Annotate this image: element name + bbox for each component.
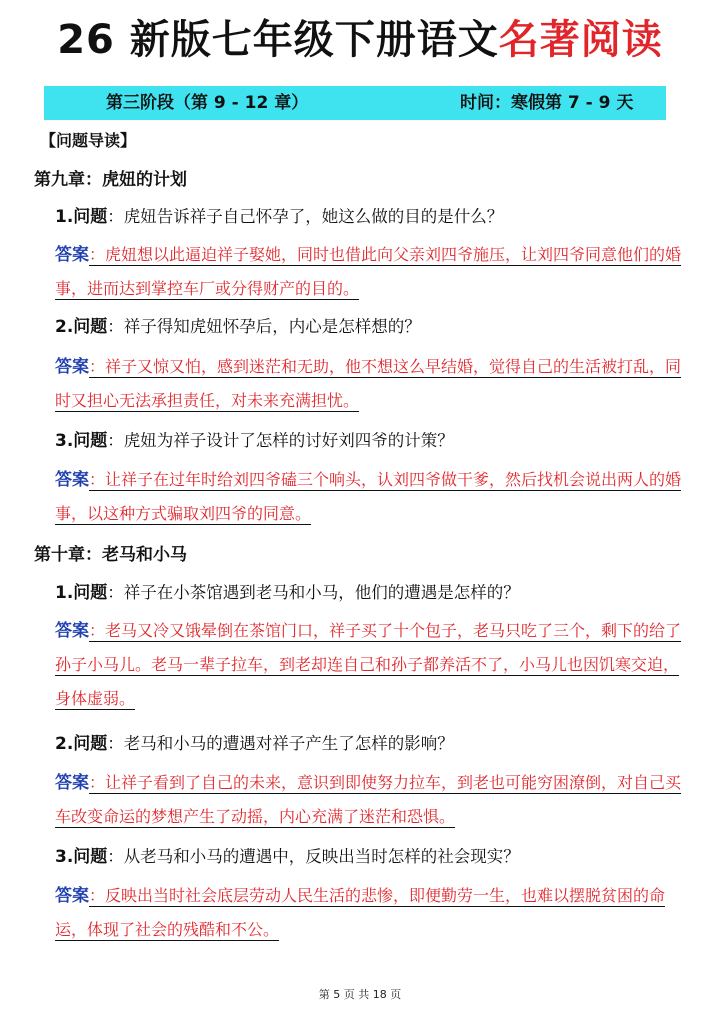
question-number: 1.问题 xyxy=(55,207,108,227)
question-text: ：虎妞为祥子设计了怎样的讨好刘四爷的计策？ xyxy=(107,431,454,450)
question xyxy=(55,579,695,607)
answer xyxy=(55,879,687,947)
answer-text: ：祥子又惊又怕，感到迷茫和无助，他不想这么早结婚，觉得自己的生活被打乱，同时又担心无法承担责任，对未来充满担忧。 xyxy=(55,357,682,410)
question-number: 2.问题 xyxy=(55,734,108,754)
question xyxy=(55,427,695,455)
answer xyxy=(55,463,687,531)
question-text: ：虎妞告诉祥子自己怀孕了，她这么做的目的是什么？ xyxy=(107,207,504,226)
answer-label: 答案 xyxy=(55,470,89,490)
page-title xyxy=(0,12,720,68)
answer xyxy=(55,238,687,306)
answer-text: ：反映出当时社会底层劳动人民生活的悲惨，即便勤劳一生，也难以摆脱贫困的命运，体现了社会的残酷和不公。 xyxy=(55,886,666,939)
answer-label: 答案 xyxy=(55,773,89,793)
answer-label: 答案 xyxy=(55,245,89,265)
question xyxy=(55,843,695,871)
question-text: ：老马和小马的遭遇对祥子产生了怎样的影响？ xyxy=(107,734,454,753)
question xyxy=(55,203,695,231)
answer-text: ：虎妞想以此逼迫祥子娶她，同时也借此向父亲刘四爷施压，让刘四爷同意他们的婚事，进而达到掌控车厂或分得财产的目的。 xyxy=(55,245,682,298)
title-prefix: 26 新版七年级下册语文 xyxy=(57,17,499,63)
stage-banner xyxy=(44,86,666,120)
question-text: ：祥子得知虎妞怀孕后，内心是怎样想的？ xyxy=(107,317,421,336)
question xyxy=(55,730,695,758)
answer-label: 答案 xyxy=(55,357,89,377)
question-text: ：从老马和小马的遭遇中，反映出当时怎样的社会现实？ xyxy=(107,847,520,866)
question-number: 2.问题 xyxy=(55,317,108,337)
question xyxy=(55,313,695,341)
question-text: ：祥子在小茶馆遇到老马和小马，他们的遭遇是怎样的？ xyxy=(107,583,520,602)
chapter-heading: 第十章：老马和小马 xyxy=(34,545,187,565)
time-label: 时间：寒假第 7 - 9 天 xyxy=(460,93,634,113)
answer xyxy=(55,766,687,834)
page-footer: 第 5 页 共 18 页 xyxy=(318,988,402,1001)
answer-label: 答案 xyxy=(55,886,89,906)
answer xyxy=(55,350,687,418)
answer-text: ：让祥子看到了自己的未来，意识到即使努力拉车，到老也可能穷困潦倒，对自己买车改变命运的梦想产生了动摇，内心充满了迷茫和恐惧。 xyxy=(55,773,682,826)
answer xyxy=(55,614,687,716)
question-number: 1.问题 xyxy=(55,583,108,603)
answer-text: ：让祥子在过年时给刘四爷磕三个响头，认刘四爷做干爹，然后找机会说出两人的婚事，以这种方式骗取刘四爷的同意。 xyxy=(55,470,682,523)
question-number: 3.问题 xyxy=(55,431,108,451)
answer-text: ：老马又冷又饿晕倒在茶馆门口，祥子买了十个包子，老马只吃了三个，剩下的给了孙子小马儿。老马一辈子拉车，到老却连自己和孙子都养活不了，小马儿也因饥寒交迫，身体虚弱。 xyxy=(55,621,682,708)
chapter-heading: 第九章：虎妞的计划 xyxy=(34,170,187,190)
section-tag: 【问题导读】 xyxy=(40,131,137,150)
stage-label: 第三阶段（第 9 - 12 章） xyxy=(106,93,309,113)
answer-label: 答案 xyxy=(55,621,89,641)
question-number: 3.问题 xyxy=(55,847,108,867)
title-highlight: 名著阅读 xyxy=(498,17,663,63)
